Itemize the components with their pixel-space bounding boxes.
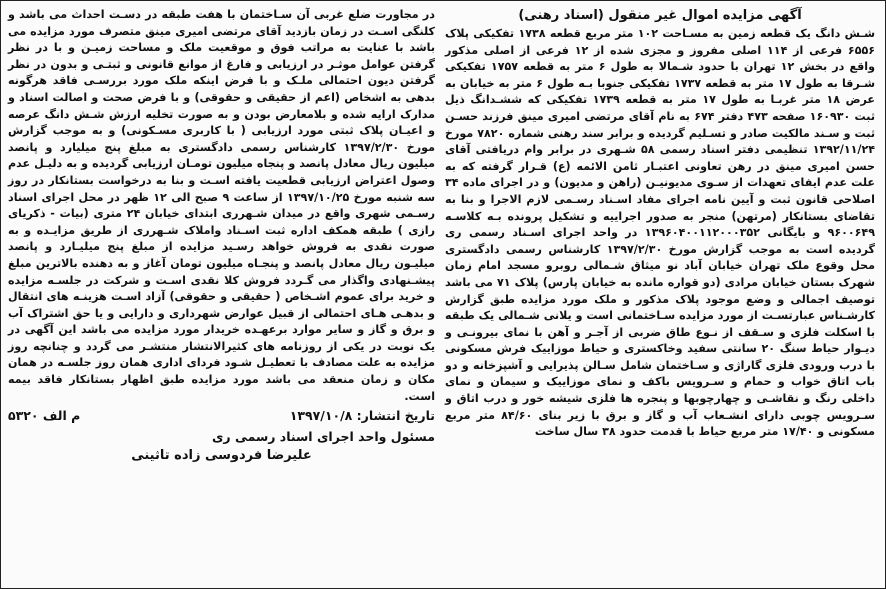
left-column-body: در مجاورت ضلع غربی آن سـاختمان با هفت طبقه در دسـت احداث می باشد و کلنگی اسـت در زمان بازدید آقای مرتضی امیری مینق متصرف مورد مزایده می باشد با عنایت به مراتب فوق و موقعیت ملک و مساحت زمیـن و با در نظر گرفتن عوامل موثـر در ارزیابی و فارغ از موانع قانونی و ثبتـی و بدون در نظر گرفتن دیون احتمالی ملـک و با فرض اینکه ملک مورد بررسـی فاقد هرگونه بدهی به اشخاص (اعم از حقیقی و حقوقی) و با فرض صحت و اصالت اسناد و مدارک ارایه شده و بلامعارض بودن و به صورت تخلیه ارزش شـش دانگ عرصه و اعیـان پلاک ثبتی مورد ارزیابی ( با کاربری مسـکونی) و به موجب گزارش مورخ ۱۳۹۷/۲/۳۰ کارشناس رسمی دادگستری به مبلغ پنج میلیارد و پانصد میلیون ریال معادل پانصد و پنجاه میلیون تومـان ارزیابی گردیده و به دلیـل عدم وصول اعتراض ارزیابی قطعیت یافته اسـت و بنا به درخواست بستانکار در روز سه شنبه مورخ ۱۳۹۷/۱۰/۲۵ از ساعت ۹ صبح الی ۱۲ ظهر در محل اجرای اسناد رسـمی شهری واقع در میدان شـهرری ابتدای خیابان ۲۴ متری (بیات - ذکریای رازی ) طبقه همکف اداره ثبت اسـناد واملاک شـهرری از طریق مزایـده و به صورت نقدی به فروش خواهد رسـید مزایده از مبلغ پنج میلیـارد و پانصد میلیـون ریال معادل پانصد و پنجـاه میلیون تومان آغاز و به دهنده بالاترین مبلغ پیشـنهادی واگذار می گـردد فروش کلا نقدی اسـت و شرکت در جلسـه مزایده و خرید برای عموم اشـخاص ( حقیقی و حقوقی) آزاد اسـت هزینـه های انتقال و بدهـی هـای احتمالی از قبیل عوارض شهرداری و دارایی و یا حق اشتراک آب و برق و گاز و سایر موارد برعهـده خریدار مورد مزایده می باشد این آگهی در یک نوبت در یکی از روزنامه های کثیرالانتشار منتشـر می گردد و چنانچه روز مزایده به علت مصادف با تعطیـل شـود فردای اداری همان روز جلسـه در همان مکان و زمان منعقد می باشد مورد مزایده طبق اظهار بستانکار فاقد بیمه است. xyxy=(8,8,435,403)
notice-title: آگهی مزایده اموال غیر منقول (اسناد رهنی) xyxy=(518,8,802,23)
right-column xyxy=(445,7,875,441)
footer-title: مسئول واحد اجرای اسناد رسمی ری xyxy=(211,429,435,445)
reference-number: م الف ۵۳۲۰ xyxy=(8,408,81,424)
publication-date: تاریخ انتشار: ۱۳۹۷/۱۰/۸ xyxy=(289,408,435,424)
left-column xyxy=(8,7,435,465)
publication-row xyxy=(8,407,435,424)
right-column-body: شـش دانگ یک قطعه زمین به مسـاحت ۱۰۲ متر مربع قطعه ۱۷۳۸ تفکیکی پلاک ۶۵۵۶ فرعی از ۱۱۴ اصلی مفروز و مجزی شده از ۱۲ فرعی از اصلی مذکور واقع در بخش ۱۲ تهران با حدود شـمالا به طول ۶ متر به قطعه ۱۷۵۷ تفکیکی شـرقا به طول ۱۷ متر به قطعه ۱۷۳۷ تفکیکی جنوبا بـه طول ۶ متر به خیابان به عرض ۱۸ متر غربـا به طول ۱۷ متر به قطعه ۱۷۳۹ تفکیکی که ششـدانگ ذیل ثبت ۱۶۰۹۳۰ صفحه ۴۷۳ دفتر ۶۷۴ به نام آقای مرتضی امیری مینق فرزند حسـن ثبت و سـند مالکیت صادر و تسـلیم گردیده و برابر سند رهنی شماره ۷۸۲۰ مورخ ۱۳۹۲/۱۱/۲۴ تنظیمی دفتر اسناد رسمی ۵۸ شـهری در برابر وام دریافتی آقای حسن امیری مینق در رهن تعاونی اعتبـار ثامن الائمه (ع) قـرار گرفته که به علت عدم ایفای تعهدات از سـوی مدیونیـن (راهن و مدیون) و در اجرای ماده ۳۴ اصلاحی قانون ثبت و آیین نامه اجرای مفاد اسـناد رسـمی لازم الاجرا و بنا به تقاضای بستانکار (مرتهن) منجر به صدور اجراییه و تشکیل پرونده بـه کلاسـه ۹۶۰۰۶۴۹ و بایگانی ۱۳۹۶۰۴۰۰۱۱۲۰۰۰۳۵۲ در واحد اجرای اسـناد رسمی ری گردیده است به موجب گزارش مورخ ۱۳۹۷/۲/۳۰ کارشناس رسمی دادگستری محل وقوع ملک تهران خیابان آباد نو میثاق شـمالی روبرو مسجد امام زمان شهرک بستان خیابان مرادی (دو قواره مانده به خیابان پارس) پلاک ۷۱ می باشد توصیف اجمالی و وضع موجود پلاک مذکور و ملک مورد مزایده طبق گزارش کارشـناس عبارتسـت از مورد مزایده سـاختمانی است و یلانی شـمالی یک طبقه با اسکلت فلزی و سـقف از نـوع طاق ضربی از آجـر و آهن با نمای بیرونـی و دیـوار حیاط سنگ ۲۰ سانتی سفید وخاکستری و حیاط موزاییک فرش مسکونی با درب ورودی فلزی گاراژی و سـاختمان شامل سـالن پذیرایی و آشپزخانه و دو باب اتاق خواب و حمام و سـرویس باکف و نمای موزاییک و سیمان و نمای داخلی رنگ و نقاشـی و چهارچوبها و پنجره ها فلزی شیشه خور و درب اتاق و سـرویس چوبی دارای انشـعاب آب و گاز و برق با زیر بنای ۸۴/۶۰ متر مربع مسکونی و ۱۷/۴۰ متر مربع حیاط با قدمت حدود ۳۸ سال ساخت xyxy=(445,27,876,439)
signatory-name: علیرضا فردوسی زاده تاثینی xyxy=(131,448,312,464)
